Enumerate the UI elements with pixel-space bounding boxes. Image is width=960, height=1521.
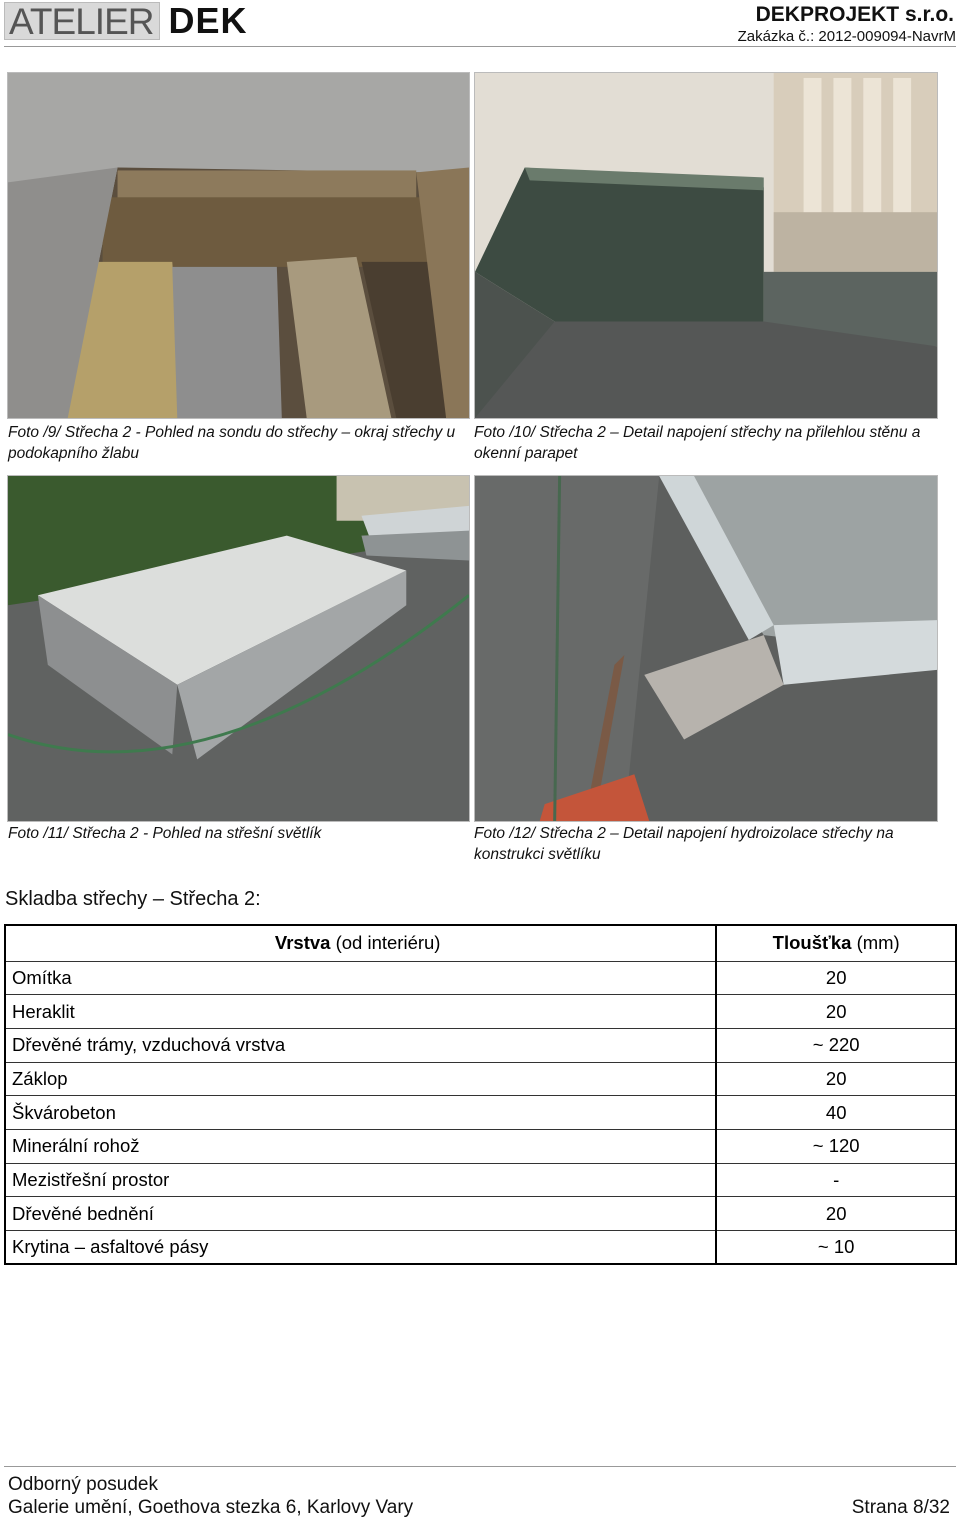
table-row bbox=[5, 1231, 956, 1265]
photo-10-wall-junction bbox=[474, 72, 938, 419]
layer-name: Omítka bbox=[5, 961, 716, 995]
footer-document-type: Odborný posudek bbox=[8, 1474, 158, 1495]
layer-name: Heraklit bbox=[5, 995, 716, 1029]
column-header-layer: Vrstva (od interiéru) bbox=[5, 925, 716, 961]
layer-name: Minerální rohož bbox=[5, 1129, 716, 1163]
roof-layers-table bbox=[4, 924, 957, 1265]
layer-thickness: 20 bbox=[716, 995, 956, 1029]
photo-12-caption: Foto /12/ Střecha 2 – Detail napojení hydroizolace střechy na konstrukci světlíku bbox=[474, 825, 894, 863]
layer-name: Záklop bbox=[5, 1062, 716, 1096]
table-header-row bbox=[5, 925, 956, 961]
layer-thickness: 20 bbox=[716, 1062, 956, 1096]
table-row bbox=[5, 1163, 956, 1197]
layer-name: Dřevěné trámy, vzduchová vrstva bbox=[5, 1028, 716, 1062]
company-logo bbox=[4, 2, 247, 40]
layer-name: Dřevěné bednění bbox=[5, 1197, 716, 1231]
layer-thickness: 20 bbox=[716, 1197, 956, 1231]
layer-thickness: 20 bbox=[716, 961, 956, 995]
order-number: Zakázka č.: 2012-009094-NavrM bbox=[737, 28, 956, 45]
photo-10-caption: Foto /10/ Střecha 2 – Detail napojení střechy na přilehlou stěnu a okenní parapet bbox=[474, 424, 921, 462]
table-row bbox=[5, 1062, 956, 1096]
footer-address: Galerie umění, Goethova stezka 6, Karlovy Vary bbox=[8, 1497, 414, 1518]
skylight-detail-photo-icon bbox=[475, 476, 937, 821]
wall-junction-photo-icon bbox=[475, 73, 937, 418]
table-row bbox=[5, 1197, 956, 1231]
table-row bbox=[5, 961, 956, 995]
section-title: Skladba střechy – Střecha 2: bbox=[5, 888, 261, 910]
footer-page-number: Strana 8/32 bbox=[851, 1497, 950, 1518]
layer-thickness: ~ 120 bbox=[716, 1129, 956, 1163]
table-row bbox=[5, 995, 956, 1029]
header-divider bbox=[4, 46, 956, 47]
layer-thickness: ~ 220 bbox=[716, 1028, 956, 1062]
logo-atelier-text: ATELIER bbox=[4, 2, 160, 40]
layer-name: Mezistřešní prostor bbox=[5, 1163, 716, 1197]
table-row bbox=[5, 1129, 956, 1163]
table-row bbox=[5, 1096, 956, 1130]
company-name: DEKPROJEKT s.r.o. bbox=[755, 3, 954, 26]
layer-thickness: 40 bbox=[716, 1096, 956, 1130]
column-header-thickness: Tloušťka (mm) bbox=[716, 925, 956, 961]
footer-divider bbox=[4, 1466, 956, 1467]
photo-9-roof-probe bbox=[7, 72, 470, 419]
roof-probe-photo-icon bbox=[8, 73, 469, 418]
layer-thickness: - bbox=[716, 1163, 956, 1197]
table-row bbox=[5, 1028, 956, 1062]
layer-thickness: ~ 10 bbox=[716, 1231, 956, 1265]
layer-name: Škvárobeton bbox=[5, 1096, 716, 1130]
logo-dek-text: DEK bbox=[168, 0, 248, 41]
layer-name: Krytina – asfaltové pásy bbox=[5, 1231, 716, 1265]
skylight-photo-icon bbox=[8, 476, 469, 821]
photo-9-caption: Foto /9/ Střecha 2 - Pohled na sondu do střechy – okraj střechy u podokapního žlabu bbox=[8, 424, 456, 462]
photo-12-skylight-detail bbox=[474, 475, 938, 822]
photo-11-caption: Foto /11/ Střecha 2 - Pohled na střešní světlík bbox=[8, 825, 322, 842]
photo-11-skylight bbox=[7, 475, 470, 822]
